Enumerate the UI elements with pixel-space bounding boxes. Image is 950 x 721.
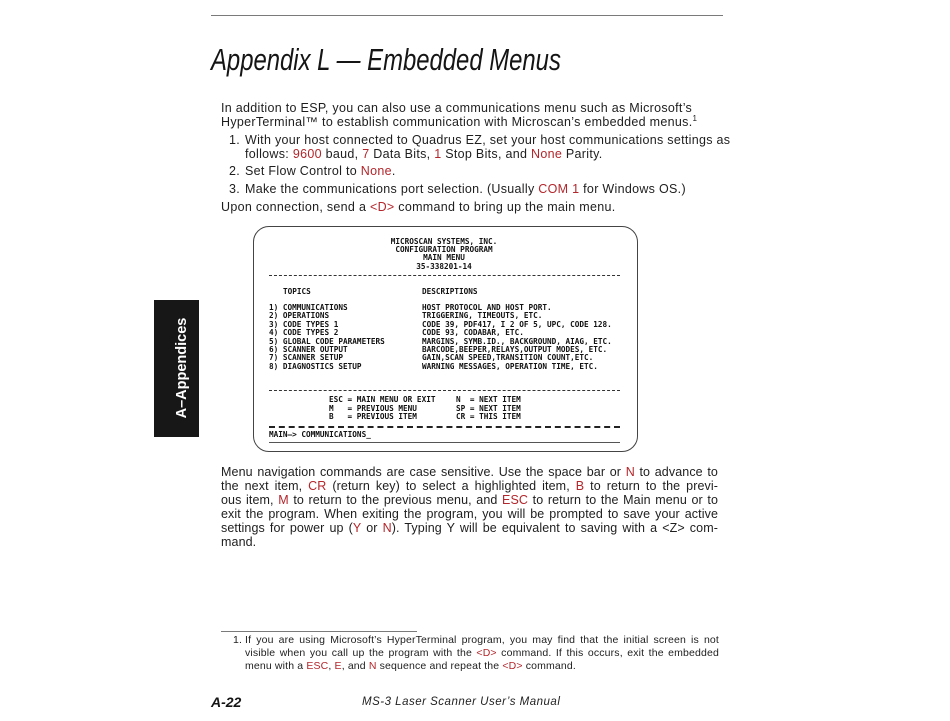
highlighted-term: <D> bbox=[502, 660, 523, 672]
terminal-menu-name: MAIN MENU bbox=[423, 253, 465, 262]
text-run: Make the communications port selection. (Usually bbox=[245, 182, 539, 196]
text-run: Stop Bits, and bbox=[441, 147, 532, 161]
navigation-line-2 bbox=[221, 479, 718, 493]
navigation-line-6 bbox=[221, 535, 256, 549]
footnote-number: 1. bbox=[233, 634, 243, 646]
highlighted-term: None bbox=[531, 147, 563, 161]
command-legend-left: B = PREVIOUS ITEM bbox=[329, 412, 417, 421]
highlighted-term: B bbox=[575, 479, 585, 493]
footnote-line-1 bbox=[245, 634, 719, 647]
topics-heading: TOPICS bbox=[283, 287, 311, 296]
header-rule bbox=[211, 15, 723, 16]
step-3-line-1 bbox=[245, 182, 686, 196]
terminal-divider-top bbox=[269, 275, 620, 276]
highlighted-term: E bbox=[334, 660, 342, 672]
menu-description: TRIGGERING, TIMEOUTS, ETC. bbox=[422, 311, 543, 321]
navigation-line-5 bbox=[221, 521, 718, 535]
highlighted-term: 7 bbox=[362, 147, 370, 161]
highlighted-term: 9600 bbox=[292, 147, 322, 161]
text-run: the next item, bbox=[221, 479, 309, 493]
footnote-rule bbox=[221, 631, 417, 632]
intro-line-2 bbox=[221, 115, 697, 129]
text-run: command. If this occurs, exit the embedded bbox=[496, 647, 719, 659]
text-run: In addition to ESP, you can also use a communications menu such as Microsoft’s bbox=[221, 101, 693, 115]
highlighted-term: ESC bbox=[502, 493, 529, 507]
text-run: command. bbox=[522, 660, 576, 672]
intro-line-1 bbox=[221, 101, 692, 115]
footnote-line-2 bbox=[245, 647, 719, 660]
menu-description: HOST PROTOCOL AND HOST PORT. bbox=[422, 303, 552, 312]
highlighted-term: None bbox=[360, 164, 392, 178]
text-run: If you are using Microsoft’s HyperTerminal program, you may find that the initial screen is not bbox=[245, 634, 719, 646]
terminal-divider-middle bbox=[269, 390, 620, 391]
highlighted-term: N bbox=[368, 660, 377, 672]
step-1-line-2 bbox=[245, 147, 603, 161]
text-run: Upon connection, send a bbox=[221, 200, 370, 214]
text-run: , and bbox=[341, 660, 369, 672]
terminal-prompt-underline bbox=[269, 442, 620, 443]
text-run: follows: bbox=[245, 147, 293, 161]
page-number: A-22 bbox=[211, 694, 242, 710]
menu-description: GAIN,SCAN SPEED,TRANSITION COUNT,ETC. bbox=[422, 353, 594, 363]
text-run: settings for power up ( bbox=[221, 521, 353, 535]
highlighted-term: Y bbox=[352, 521, 362, 535]
navigation-line-3 bbox=[221, 493, 718, 507]
text-run: Set Flow Control to bbox=[245, 164, 361, 178]
highlighted-term: N bbox=[625, 465, 635, 479]
text-run: . bbox=[391, 164, 396, 178]
highlighted-term: ESC bbox=[306, 660, 329, 672]
text-run: , bbox=[328, 660, 335, 672]
text-run: visible when you call up the program with the bbox=[245, 647, 477, 659]
text-run: to return to the previous menu, and bbox=[288, 493, 503, 507]
text-run: mand. bbox=[221, 535, 257, 549]
text-run: or bbox=[361, 521, 383, 535]
menu-description: MARGINS, SYMB.ID., BACKGROUND, AIAG, ETC. bbox=[422, 336, 612, 346]
highlighted-term: 1 bbox=[434, 147, 442, 161]
text-run: to return to the Main menu or to bbox=[528, 493, 718, 507]
menu-topic: 1) COMMUNICATIONS bbox=[269, 303, 348, 312]
command-legend-left: ESC = MAIN MENU OR EXIT bbox=[329, 395, 436, 404]
menu-description: BARCODE,BEEPER,RELAYS,OUTPUT MODES, ETC. bbox=[422, 345, 608, 354]
text-run: command to bring up the main menu. bbox=[394, 200, 616, 214]
text-run: ). Typing Y will be equivalent to saving with a <Z> com- bbox=[391, 521, 718, 535]
terminal-version: 35-338201-14 bbox=[416, 262, 472, 271]
text-run: for Windows OS.) bbox=[579, 182, 686, 196]
footnote-reference: 1 bbox=[692, 114, 698, 123]
menu-topic: 7) SCANNER SETUP bbox=[269, 353, 344, 363]
menu-topic: 6) SCANNER OUTPUT bbox=[269, 345, 348, 354]
terminal-divider-bottom bbox=[269, 426, 620, 428]
command-legend-right: N = NEXT ITEM bbox=[456, 395, 521, 404]
text-run: Data Bits, bbox=[369, 147, 435, 161]
highlighted-term: CR bbox=[308, 479, 327, 493]
highlighted-term: <D> bbox=[476, 647, 497, 659]
terminal-program-name: CONFIGURATION PROGRAM bbox=[395, 245, 493, 254]
menu-topic: 3) CODE TYPES 1 bbox=[269, 319, 339, 329]
menu-description: CODE 93, CODABAR, ETC. bbox=[422, 328, 524, 338]
menu-topic: 5) GLOBAL CODE PARAMETERS bbox=[269, 336, 385, 346]
highlighted-term: N bbox=[382, 521, 392, 535]
text-run: Menu navigation commands are case sensitive. Use the space bar or bbox=[221, 465, 626, 479]
step-2-line-1 bbox=[245, 164, 396, 178]
text-run: to return to the previ- bbox=[584, 479, 719, 493]
text-run: ous item, bbox=[221, 493, 279, 507]
main-menu-screenshot bbox=[253, 226, 638, 452]
text-run: menu with a bbox=[245, 660, 307, 672]
footnote-line-3 bbox=[245, 660, 576, 673]
highlighted-term: M bbox=[278, 493, 289, 507]
navigation-line-1 bbox=[221, 465, 718, 479]
step-1-line-1 bbox=[245, 133, 730, 147]
menu-topic: 4) CODE TYPES 2 bbox=[269, 328, 339, 338]
text-run: exit the program. When exiting the program, you will be prompted to save your active bbox=[221, 507, 718, 521]
text-run: (return key) to select a highlighted item, bbox=[326, 479, 576, 493]
terminal-prompt: MAIN—> COMMUNICATIONS_ bbox=[269, 430, 371, 439]
menu-topic: 8) DIAGNOSTICS SETUP bbox=[269, 361, 362, 371]
menu-description: CODE 39, PDF417, I 2 OF 5, UPC, CODE 128. bbox=[422, 319, 612, 329]
text-run: Parity. bbox=[562, 147, 603, 161]
highlighted-term: <D> bbox=[369, 200, 395, 214]
command-legend-right: CR = THIS ITEM bbox=[456, 412, 521, 421]
highlighted-term: COM 1 bbox=[538, 182, 580, 196]
section-side-tab bbox=[154, 300, 199, 437]
terminal-company-name: MICROSCAN SYSTEMS, INC. bbox=[390, 237, 498, 246]
text-run: With your host connected to Quadrus EZ, set your host communications settings as bbox=[245, 133, 731, 147]
menu-description: WARNING MESSAGES, OPERATION TIME, ETC. bbox=[422, 361, 598, 371]
manual-title: MS-3 Laser Scanner User’s Manual bbox=[362, 696, 561, 708]
menu-topic: 2) OPERATIONS bbox=[269, 311, 330, 321]
text-run: to advance to bbox=[634, 465, 718, 479]
step-1-number: 1. bbox=[229, 133, 241, 147]
text-run: HyperTerminal™ to establish communication with Microscan’s embedded menus. bbox=[221, 115, 693, 129]
text-run: baud, bbox=[321, 147, 363, 161]
navigation-line-4 bbox=[221, 507, 718, 521]
command-legend-left: M = PREVIOUS MENU bbox=[329, 404, 417, 413]
after-steps-line bbox=[221, 200, 616, 214]
step-2-number: 2. bbox=[229, 164, 241, 178]
text-run: sequence and repeat the bbox=[376, 660, 503, 672]
side-tab-label: A–Appendices bbox=[174, 317, 190, 419]
page-title: Appendix L — Embedded Menus bbox=[211, 42, 561, 77]
step-3-number: 3. bbox=[229, 182, 241, 196]
command-legend-right: SP = NEXT ITEM bbox=[456, 404, 521, 413]
descriptions-heading: DESCRIPTIONS bbox=[422, 287, 478, 296]
